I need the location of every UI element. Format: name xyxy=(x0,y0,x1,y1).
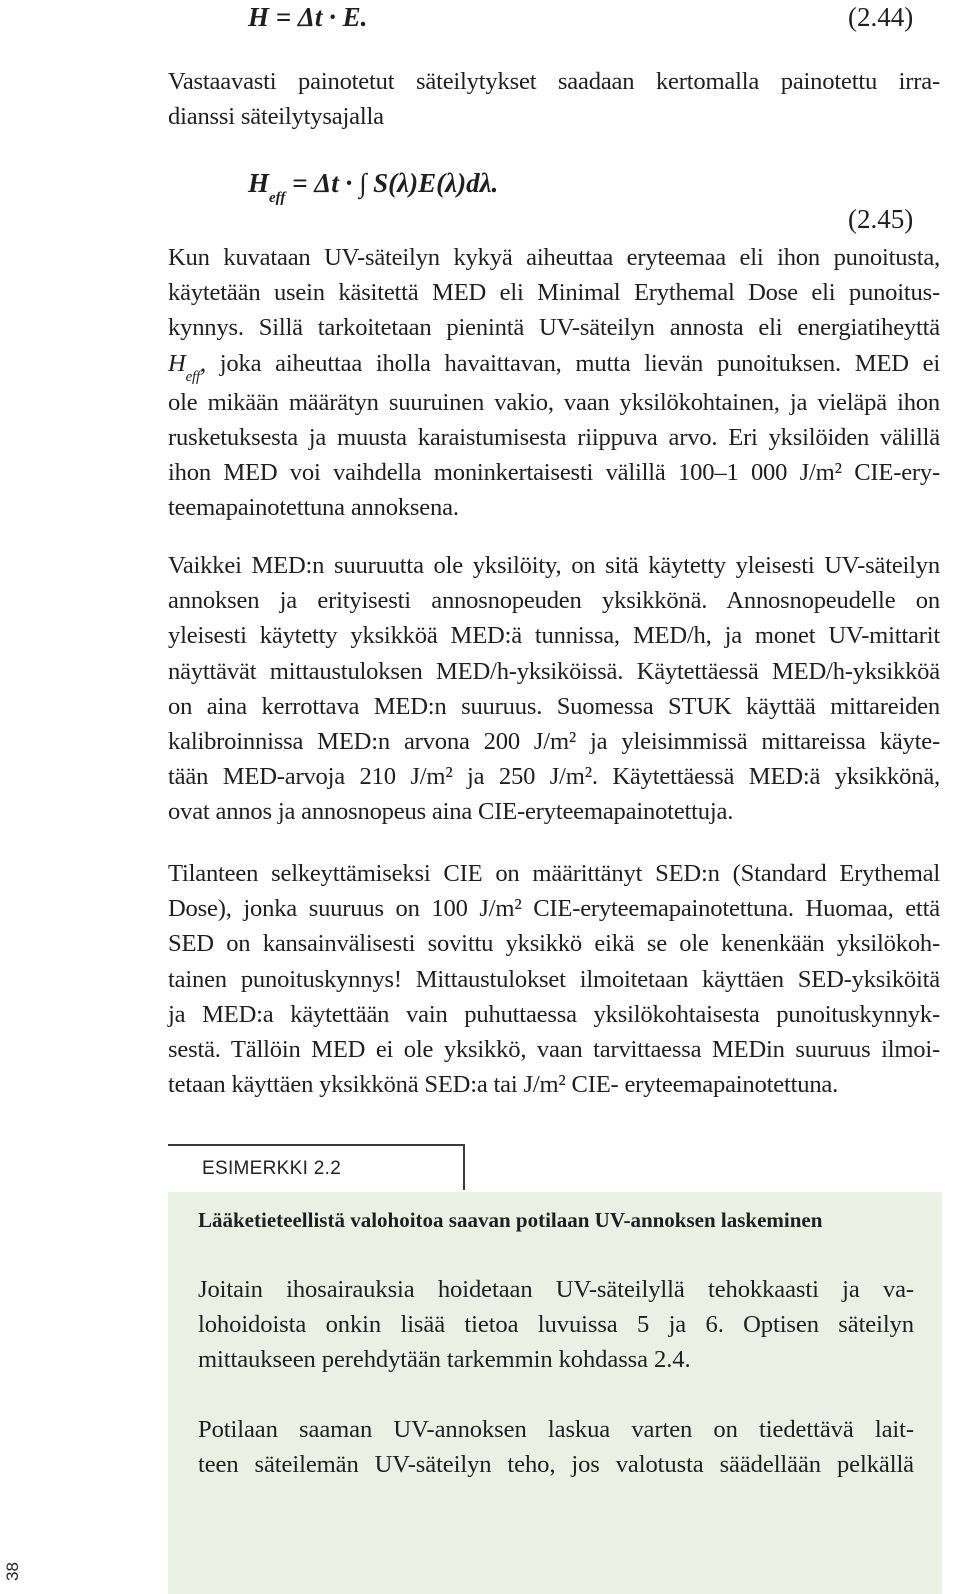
text-line: teemapainotettuna annoksena. xyxy=(168,494,459,522)
example-paragraph-2 xyxy=(198,1412,914,1482)
paragraph-sed-definition xyxy=(168,856,940,1102)
text-line: mittaukseen perehdytään tarkemmin kohdassa 2.4. xyxy=(198,1346,691,1374)
example-paragraph-1 xyxy=(198,1272,914,1378)
text-line: ovat annos ja annosnopeus aina CIE-eryteemapainotettuja. xyxy=(168,798,734,826)
text-line: tetaan käyttäen yksikkönä SED:a tai J/m² CIE- eryteemapainotettuna. xyxy=(168,1071,839,1099)
heff-symbol: H xyxy=(168,349,186,377)
text-line: ihon MED voi vaihdella moninkertaisesti välillä 100–1 000 J/m² CIE-ery- xyxy=(168,459,940,487)
intro-paragraph xyxy=(168,64,940,134)
equation-2-45-number xyxy=(848,204,913,235)
equation-number: (2.44) xyxy=(848,2,914,32)
text-line: Joitain ihosairauksia hoidetaan UV-säteilyllä tehokkaasti ja va- xyxy=(198,1276,914,1303)
equation-2-44 xyxy=(248,2,367,33)
text-line: Vaikkei MED:n suuruutta ole yksilöity, on sitä käytetty yleisesti UV-säteilyn xyxy=(168,552,940,579)
text-line: Kun kuvataan UV-säteilyn kykyä aiheuttaa eryteemaa eli ihon punoitusta, xyxy=(168,244,940,271)
text-line: annoksen ja erityisesti annosnopeuden yksikkönä. Annosnopeudelle on xyxy=(168,587,940,615)
example-title: Lääketieteellistä valohoitoa saavan potilaan UV-annoksen laskeminen xyxy=(198,1208,823,1232)
text-line: Tilanteen selkeyttämiseksi CIE on määrittänyt SED:n (Standard Erythemal xyxy=(168,860,940,887)
text-line: Dose), jonka suuruus on 100 J/m² CIE-eryteemapainotettuna. Huomaa, että xyxy=(168,895,940,923)
text-line: Potilaan saaman UV-annoksen laskua varten on tiedettävä lait- xyxy=(198,1416,914,1443)
text-line: näyttävät mittaustuloksen MED/h-yksiköissä. Käytettäessä MED/h-yksikköä xyxy=(168,657,940,685)
equation-subscript: eff xyxy=(269,190,286,206)
equation-2-44-expression: H = Δt · E. xyxy=(248,2,368,32)
text-line: teen säteilemän UV-säteilyn teho, jos valotusta säädellään pelkällä xyxy=(198,1451,914,1479)
equation-2-44-number xyxy=(848,2,913,33)
example-label: ESIMERKKI 2.2 xyxy=(202,1158,342,1179)
equation-lhs: H xyxy=(248,168,270,198)
text-line: kynnys. Sillä tarkoitetaan pienintä UV-säteilyn annosta eli energiatiheyttä xyxy=(168,314,940,342)
text-line: rusketuksesta ja muusta karaistumisesta riippuva arvo. Eri yksilöiden välillä xyxy=(168,424,940,452)
heff-subscript: eff xyxy=(185,368,200,385)
example-header-divider xyxy=(463,1144,465,1190)
text-line: yleisesti käytetty yksikköä MED:ä tunnissa, MED/h, ja monet UV-mittarit xyxy=(168,622,940,650)
equation-2-45 xyxy=(248,168,499,206)
text-line-heff xyxy=(168,346,940,385)
text-span: , joka aiheuttaa iholla havaittavan, mutta lievän punoituksen. MED ei xyxy=(199,349,940,377)
text-line: sestä. Tällöin MED ei ole yksikkö, vaan tarvittaessa MEDin suuruus ilmoi- xyxy=(168,1036,940,1064)
text-line: on aina kerrottava MED:n suuruus. Suomessa STUK käyttää mittareiden xyxy=(168,692,940,720)
equation-number: (2.45) xyxy=(848,204,914,234)
example-header-rule xyxy=(168,1144,464,1146)
text-line: lohoidoista onkin lisää tietoa luvuissa 5 ja 6. Optisen säteilyn xyxy=(198,1311,914,1339)
page-number: 38 xyxy=(3,1562,22,1581)
text-line: Vastaavasti painotetut säteilytykset saadaan kertomalla painotettu irra- xyxy=(168,68,940,95)
text-line: kalibroinnissa MED:n arvona 200 J/m² ja yleisimmissä mittareissa käyte- xyxy=(168,728,940,756)
text-line: tään MED-arvoja 210 J/m² ja 250 J/m². Käytettäessä MED:ä yksikkönä, xyxy=(168,763,940,791)
text-line: ja MED:a käytettään vain puhuttaessa yksilökohtaisesta punoituskynnyk- xyxy=(168,1000,940,1028)
text-line: ole mikään määrätyn suuruinen vakio, vaan yksilökohtainen, ja vieläpä ihon xyxy=(168,388,940,416)
text-line: dianssi säteilytysajalla xyxy=(168,103,384,131)
text-line: tainen punoituskynnys! Mittaustulokset ilmoitetaan käyttäen SED-yksiköitä xyxy=(168,965,940,993)
equation-rhs: = Δt · ∫ S(λ)E(λ)dλ. xyxy=(292,168,499,198)
example-box xyxy=(168,1192,942,1594)
paragraph-med-unit xyxy=(168,548,940,830)
text-line: käytetään usein käsitettä MED eli Minimal Erythemal Dose eli punoitus- xyxy=(168,279,940,307)
text-line: SED on kansainvälisesti sovittu yksikkö eikä se ole kenenkään yksilökoh- xyxy=(168,930,940,958)
paragraph-med-definition xyxy=(168,240,940,526)
